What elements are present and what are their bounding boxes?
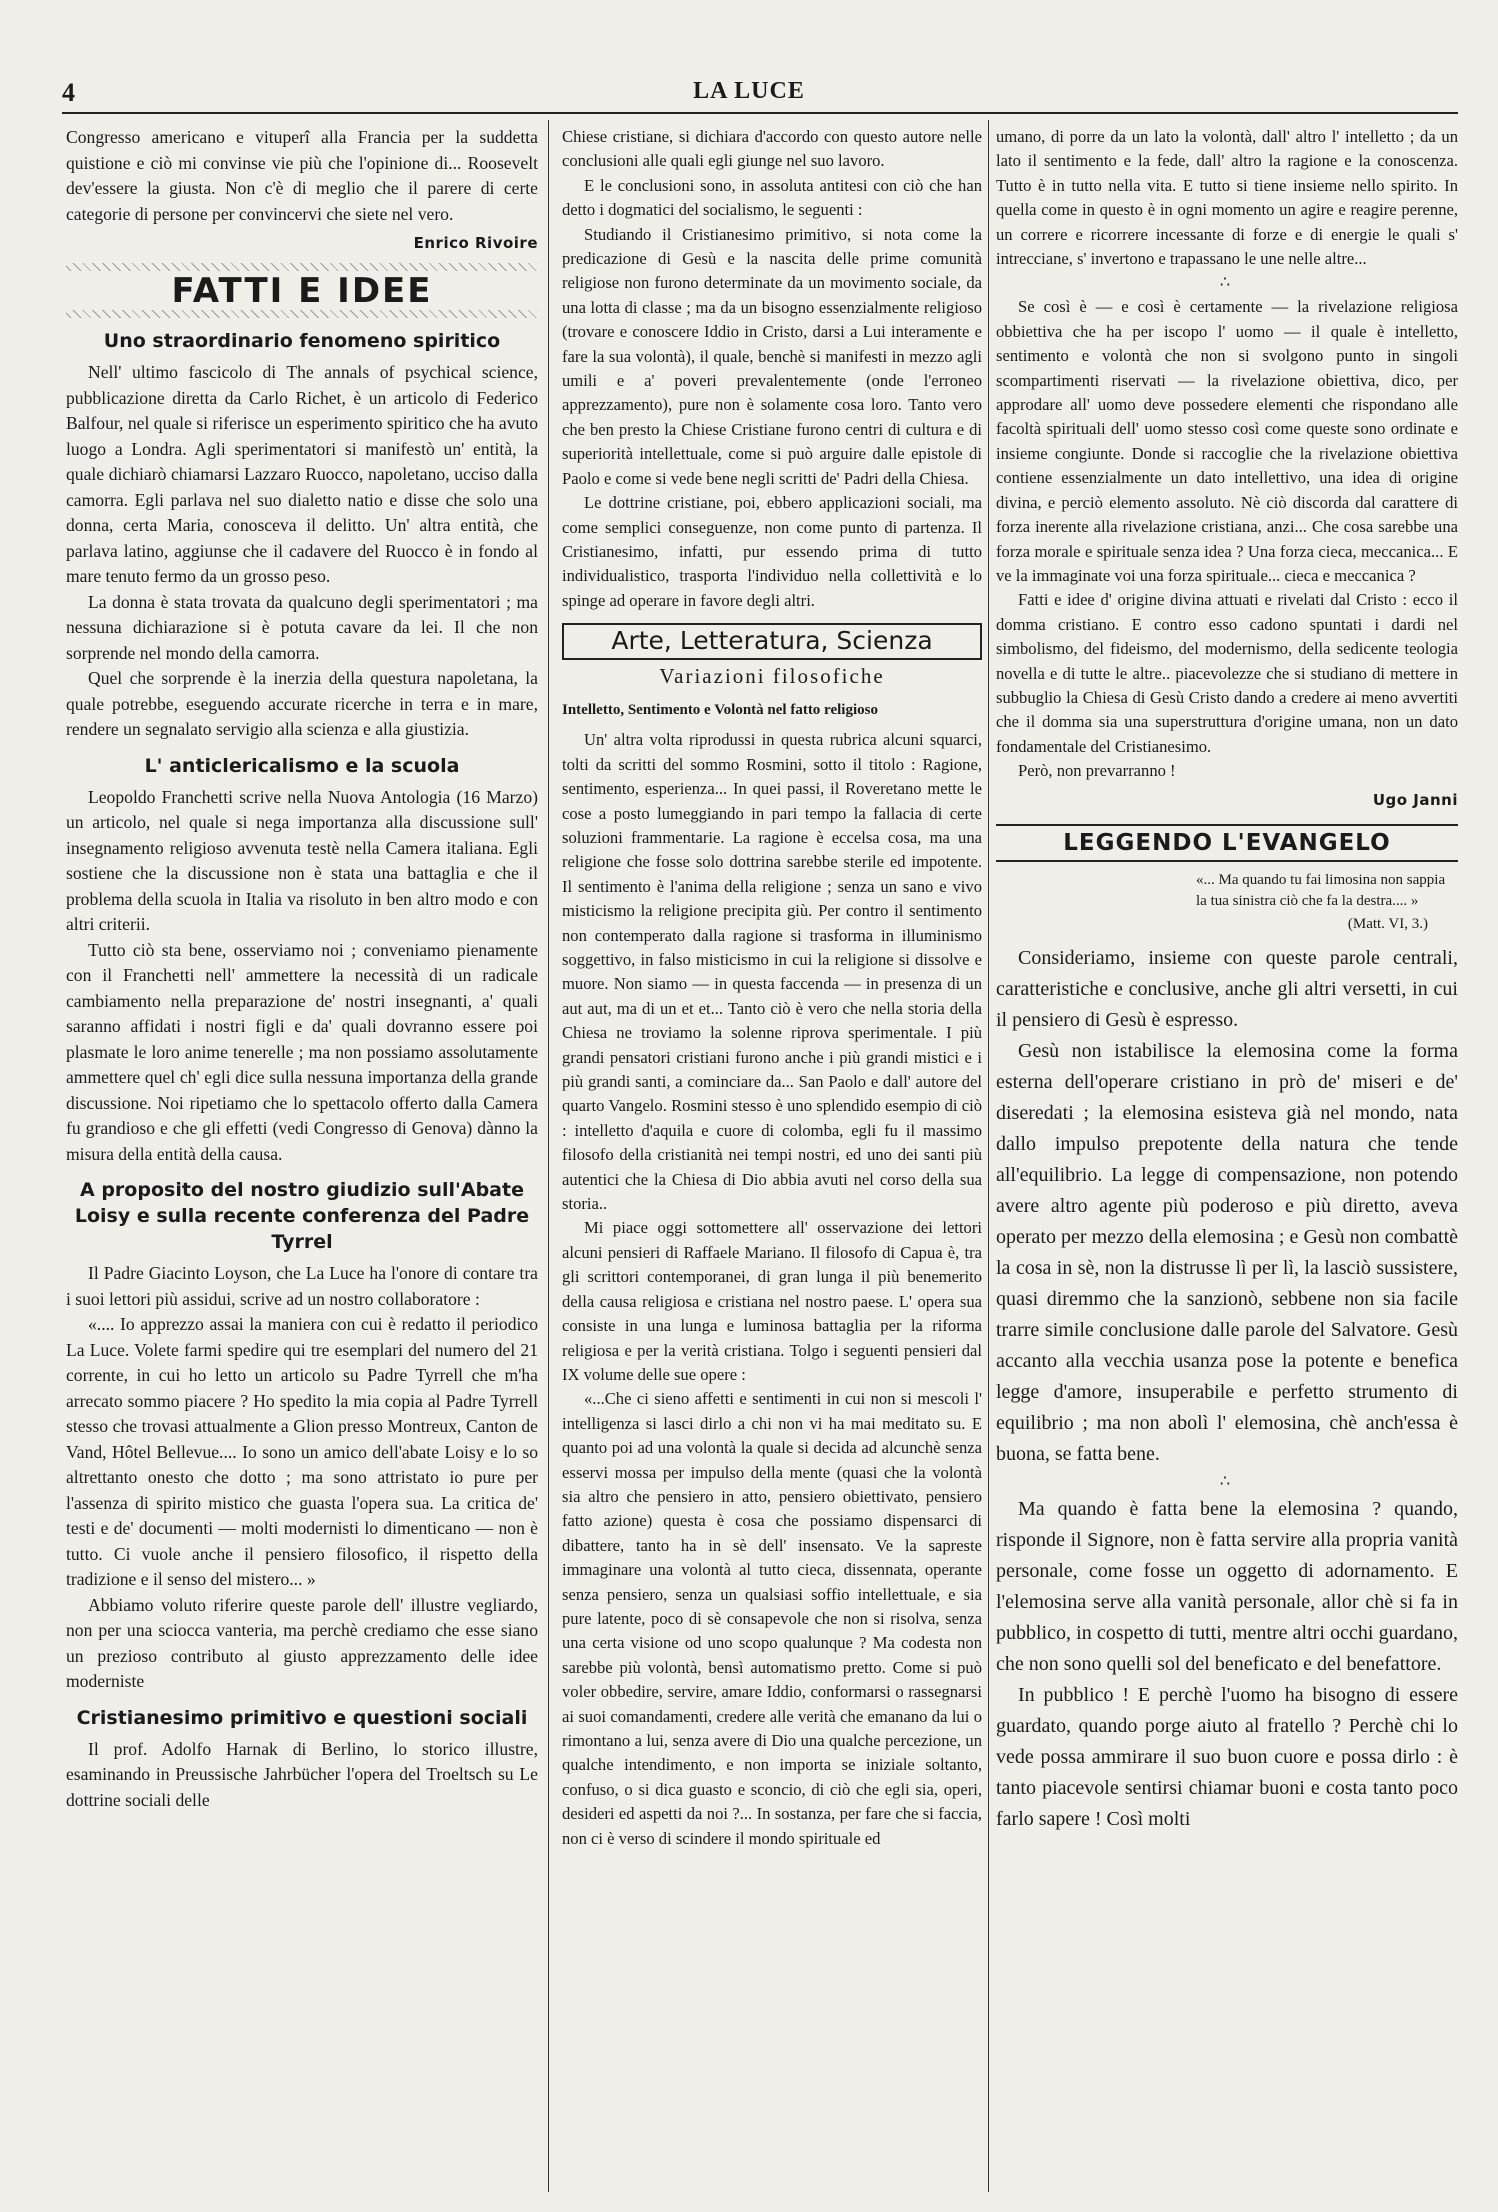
paragraph: Se così è — e così è certamente — la rivelazione religiosa obbiettiva che ha per iscopo l' uomo — il quale è intelletto, sentimento e volontà che non si svolgono punto in singoli scompartimenti riservati — la rivelazione obiettiva, dico, per approdare all' uomo deve possedere elementi che rispondano alle facoltà spirituali dell' uomo stesso così come queste sono ordinate e insieme congiunte. Donde si raccoglie che la rivelazione obiettiva contiene essenzialmente un dato intellettivo, una idea di origine divina, e perciò elemento assoluto. Nè ciò discorda dal carattere di forza inerente alla rivelazione cristiana, anzi... Che cosa sarebbe una forza morale e spirituale senza idea ? Una forza cieca, meccanica... E ve la immaginate voi una forza spirituale... cieca e meccanica ? bbox=[996, 297, 1458, 585]
masthead-title: LA LUCE bbox=[693, 78, 805, 104]
paragraph: Abbiamo voluto riferire queste parole dell' illustre vegliardo, non per una sciocca vanteria, ma perchè crediamo che esse siano un prezioso contributo al giusto apprezzamento delle idee moderniste bbox=[66, 1594, 538, 1691]
ornamental-rule bbox=[66, 310, 538, 318]
paragraph: Il prof. Adolfo Harnak di Berlino, lo storico illustre, esaminando in Preussische Jahrbücher l'opera del Troeltsch su Le dottrine sociali delle bbox=[66, 1738, 538, 1810]
section-heading: LEGGENDO L'EVANGELO bbox=[996, 824, 1458, 862]
paragraph: Un' altra volta riprodussi in questa rubrica alcuni squarci, tolti da scritti del sommo Rosmini, sotto il titolo : Ragione, sentimento, esperienza... In quei passi, il Roveretano mette le cose a posto lumeggiando in pari tempo la fallacia di certe soluzioni frammentarie. La ragione è eccelsa cosa, ma una religione che fosse solo dottrina sarebbe sterile ed impotente. Il sentimento è l'anima della religione ; senza un sano e vivo misticismo la religione precipita giù. Per contro il sentimento non contemperato dalla ragione si trasforma in illuminismo soggettivo, in falso misticismo in cui la religione si dissolve e muore. Non siamo — in questa faccenda — in presenza di un aut aut, ma di un et et... Tanto ciò è vero che nella storia della Chiesa ne troviamo la solenne riprova sperimentale. I più grandi pensatori cristiani furono anche i più grandi mistici e i più grandi santi, a cominciare da... San Paolo e dall' autore del quarto Vangelo. Rosmini stesso è uno splendido esempio di ciò : intelletto d'aquila e cuore di colomba, egli fu il massimo filosofo della cristianità nei tempi nostri, ed uno dei santi più autentici che la Chiesa di Dio abbia avuti nel corso della sua storia.. bbox=[562, 730, 982, 1214]
subsection-title: Variazioni filosofiche bbox=[659, 663, 885, 688]
paragraph: E le conclusioni sono, in assoluta antitesi con ciò che han detto i dogmatici del socialismo, le seguenti : bbox=[562, 175, 982, 220]
paragraph: Leopoldo Franchetti scrive nella Nuova Antologia (16 Marzo) un articolo, nel quale si nega importanza alla discussione sull' insegnamento religioso avvenuta testè nella Camera italiana. Egli sostiene che la discussione non è stata una battaglia e che il problema della scuola in Italia va risoluto in ben altro modo e con altri criterii. bbox=[66, 786, 538, 934]
paragraph: Nell' ultimo fascicolo di The annals of psychical science, pubblicazione diretta da Carlo Richet, è un articolo di Federico Balfour, nel quale si riferisce un esperimento spiritico che ha avuto luogo a Londra. Agli sperimentatori si manifestò un' entità, la quale dichiarò chiamarsi Lazzaro Ruocco, napoletano, ucciso dalla camorra. Egli parlava nel suo dialetto natio e disse che solo una donna, certa Maria, conosceva il delitto. Un' altra entità, che parlava latino, aggiunse che il cadavere del Ruocco è in fondo al mare tenuto fermo da un grosso peso. bbox=[66, 362, 538, 586]
paragraph: Fatti e idee d' origine divina attuati e rivelati dal Cristo : ecco il domma cristiano. E contro esso cadono spuntati i dardi nel simbolismo, del fideismo, del modernismo, della sedicente teologia novella e di tutte le altre.. piacevolezze che si studiano di mettere in subbuglio la Chiesa di Gesù Cristo dando a credere ai meno avvertiti che il domma sia una superstruttura d'origine umana, non un dato fondamentale del Cristianesimo. bbox=[996, 590, 1458, 756]
paragraph: Congresso americano e vituperî alla Francia per la suddetta quistione e ciò mi convinse vie più che l'opinione di... Roosevelt dev'essere la giusta. Non c'è di meglio che il parere di certe categorie di persone per convincervi che siete nel vero. bbox=[66, 127, 538, 224]
article-title: A proposito del nostro giudizio sull'Abate Loisy e sulla recente conferenza del Padre Tyrrel bbox=[74, 1179, 530, 1253]
signature: Ugo Janni bbox=[1372, 790, 1458, 809]
paragraph: Consideriamo, insieme con queste parole centrali, caratteristiche e conclusive, anche gli altri versetti, in cui il pensiero di Gesù è espresso. bbox=[996, 946, 1458, 1031]
article-title: Cristianesimo primitivo e questioni sociali bbox=[76, 1706, 528, 1729]
page-number: 4 bbox=[62, 78, 75, 107]
paragraph: In pubblico ! E perchè l'uomo ha bisogno di essere guardato, quando porge aiuto al fratello ? Perchè chi lo vede possa ammirare il suo buon cuore e possa dirlo : è tanto piacevole sentirsi chiamar buoni e costa tanto poco farlo sapere ! Così molti bbox=[996, 1683, 1458, 1830]
paragraph: Gesù non istabilisce la elemosina come la forma esterna dell'operare cristiano in prò de' miseri e de' diseredati ; la elemosina esisteva già nel mondo, nata dallo impulso prepotente della natura che tende all'equilibrio. La legge di compensazione, non potendo avere altro agente più poderoso e più diretto, aveva operato per mezzo della elemosina ; e Gesù non combattè la cosa in sè, non la distrusse lì per lì, la lasciò sussistere, quasi diremmo che la sanzionò, sebbene non sia facile trarre simile conclusione dalle parole del Salvatore. Gesù accanto alla vecchia usanza pose la potente e benefica legge d'amore, insuperabile e perfetto strumento di equilibrio ; ma non abolì l' elemosina, chè anch'essa è buona, se fatta bene. bbox=[996, 1039, 1458, 1465]
paragraph: Tutto ciò sta bene, osserviamo noi ; conveniamo pienamente con il Franchetti nell' ammettere la necessità di un radicale cambiamento nella preparazione de' nostri insegnanti, a' quali saranno affidati i nostri figli e da' quali dovranno essere poi plasmate le loro anime tenerelle ; ma non possiamo assolutamente ammettere quel ch' egli dice sulla nessuna importanza della grande discussione. Noi ripetiamo che lo spettacolo offerto dalla Camera fu grandioso e che gli effetti (vedi Congresso di Genova) dànno la misura della entità della causa. bbox=[66, 939, 538, 1164]
paragraph: Chiese cristiane, si dichiara d'accordo con questo autore nelle conclusioni alle quali egli giunge nel suo lavoro. bbox=[562, 127, 982, 171]
paragraph: Ma quando è fatta bene la elemosina ? quando, risponde il Signore, non è fatta servire alla propria vanità personale, come fosse un oggetto di adornamento. E l'elemosina serve alla vanità personale, allor chè si fa in pubblico, in cospetto di tutti, mentre altri occhi guardano, che non sono quelli sol del beneficato e del benefattore. bbox=[996, 1497, 1458, 1675]
ornamental-rule bbox=[66, 263, 538, 271]
paragraph: «.... Io apprezzo assai la maniera con cui è redatto il periodico La Luce. Volete farmi spedire qui tre esemplari del numero del 21 corrente, in cui ho letto un articolo su Padre Tyrrell che m'ha arrecato sommo piacere ? Ho spedito la mia copia al Padre Tyrrell stesso che trovasi attualmente a Glion presso Montreux, Canton de Vand, Hôtel Bellevue.... Io sono un amico dell'abate Loisy e lo so altrettanto onesto che dotto ; ma sono attristato io pure per l'assenza di spirito mistico che guasta l'opera sua. La critica de' testi e de' documenti — molti modernisti lo dimenticano — non è tutto. Ci vuole anche il pensiero filosofico, il rispetto della tradizione e il senso del mistero... » bbox=[66, 1314, 538, 1589]
article-subheading: Intelletto, Sentimento e Volontà nel fatto religioso bbox=[562, 701, 878, 718]
column-3 bbox=[996, 125, 1458, 2192]
paragraph: «...Che ci sieno affetti e sentimenti in cui non si mescoli l' intelligenza si lasci dirlo a chi non vi ha mai meditato su. E quanto poi ad una volontà la quale si decida ad alcunchè senza esservi mossa per impulso della mente (quasi che la volontà sia altro che pensiero in atto, pensiero obiettivato, pensiero fatto azione) questa è cosa che possiamo dispensarci di dibattere, tanto ha in sè dell' insensato. Ve la sapreste immaginare una volontà al tutto cieca, dissennata, operante senza pensiero, senza un qualsiasi soffio intellettuale, e sia pure latente, poco di sè consapevole che non si risolva, senza una certa visione od uno scopo qualunque ? Ma codesta non sarebbe più volontà, bensì automatismo pretto. Come si può voler obbedire, servire, amare Iddio, conformarsi o rassegnarsi ai suoi comandamenti, credere alle verità che emanano da lui o rimontano a lui, senza avere di Dio una qualche percezione, un qualche intendimento, e non importa se iniziale soltanto, confuso, o si dica guasto e sconcio, di ciò che egli sia, operi, desideri ed aspetti da noi ?... In sostanza, per fare che si faccia, non ci è verso di scindere il mondo spirituale ed bbox=[562, 1389, 982, 1848]
paragraph: Le dottrine cristiane, poi, ebbero applicazioni sociali, ma come semplici conseguenze, non come punto di partenza. Il Cristianesimo, infatti, pur essendo prima di tutto individualistico, trasporta l'individuo nella collettività e lo spinge ad operare in favore degli altri. bbox=[562, 493, 982, 610]
article-title: Uno straordinario fenomeno spiritico bbox=[103, 330, 501, 352]
asterism: ∴ bbox=[1219, 1472, 1235, 1490]
paragraph: Però, non prevarranno ! bbox=[1018, 761, 1176, 781]
column-1 bbox=[66, 125, 538, 2192]
column-2 bbox=[562, 125, 982, 2192]
paragraph: La donna è stata trovata da qualcuno degli sperimentatori ; ma nessuna dichiarazione si è potuta cavare da lei. Il che non sorprende nel mondo della camorra. bbox=[66, 591, 538, 663]
paragraph: Il Padre Giacinto Loyson, che La Luce ha l'onore di contare tra i suoi lettori più assidui, scrive ad un nostro collaboratore : bbox=[66, 1263, 538, 1309]
section-heading: Arte, Letteratura, Scienza bbox=[562, 623, 982, 659]
epigraph-reference: (Matt. VI, 3.) bbox=[1347, 916, 1428, 933]
paragraph: Studiando il Cristianesimo primitivo, si nota come la predicazione di Gesù e la nascita delle prime comunità religiose non furono determinate da un movimento sociale, da una lotta di classe ; ma da un bisogno essenzialmente religioso (trovare e conoscere Iddio in Cristo, darsi a Lui interamente e fare la sua volontà), il quale, benchè si manifesti in mezzo agli umili e a' poveri prevalentemente (onde l'erroneo apprezzamento), pure non è solamente cosa loro. Tanto vero che ben presto la Chiese Cristiane furono centri di cultura e di superiorità intellettuale, come si può arguire dalle epistole di Paolo e come si vede bene negli scritti de' Padri della Chiesa. bbox=[562, 224, 982, 488]
paragraph: Mi piace oggi sottomettere all' osservazione dei lettori alcuni pensieri di Raffaele Mariano. Il filosofo di Capua è, tra gli scrittori contemporanei, di gran lunga il più benemerito della causa religiosa e cristiana nel nostro paese. L' opera sua consiste in una lunga e luminosa battaglia per la riforma religiosa e per la verità cristiana. Tolgo i seguenti pensieri dal IX volume delle sue opere : bbox=[562, 1218, 982, 1384]
section-heading: FATTI E IDEE bbox=[171, 270, 433, 311]
asterism: ∴ bbox=[1219, 274, 1235, 292]
signature: Enrico Rivoire bbox=[413, 234, 538, 252]
paragraph: umano, di porre da un lato la volontà, dall' altro l' intelletto ; da un lato il sentimento e la fede, dall' altro la ragione e la conoscenza. Tutto è in tutto nella vita. E tutto si tiene insieme nello spirito. In quella come in questo è in ogni momento un agire e reagire perenne, un correre e ricorrere incessante di forze e di energie le quali s' intrecciane, s' invertono e trapassano le une nelle altre... bbox=[996, 127, 1458, 269]
column-divider bbox=[548, 120, 549, 2192]
column-divider bbox=[988, 120, 989, 2192]
header-rule bbox=[62, 112, 1458, 114]
paragraph: Quel che sorprende è la inerzia della questura napoletana, la quale potrebbe, eseguendo accurate ricerche in terra e in mare, rendere un segnalato servigio alla scienza e alla giustizia. bbox=[66, 668, 538, 739]
epigraph: «... Ma quando tu fai limosina non sappia la tua sinistra ciò che fa la destra.... » bbox=[1196, 872, 1446, 910]
article-title: L' anticlericalismo e la scuola bbox=[144, 754, 460, 777]
